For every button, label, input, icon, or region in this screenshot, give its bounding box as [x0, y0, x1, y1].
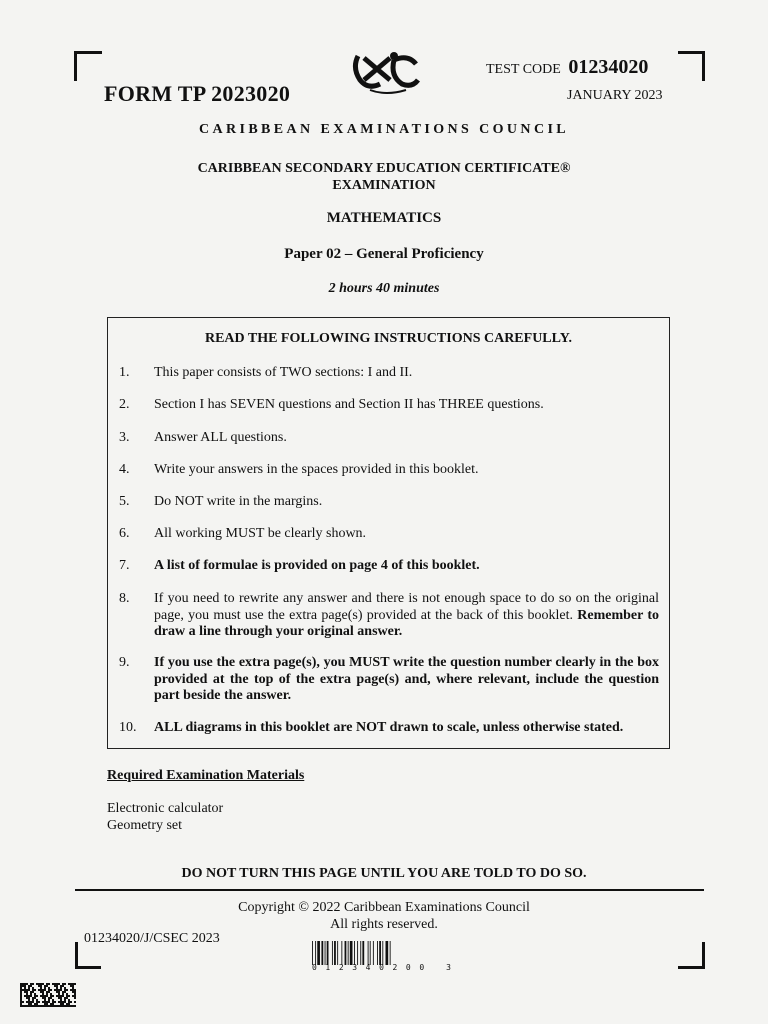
copyright-line-1: Copyright © 2022 Caribbean Examinations Council	[238, 900, 530, 915]
instruction-number: 1.	[119, 365, 130, 380]
crop-mark-bottom-right-v	[702, 942, 705, 968]
subject-title: MATHEMATICS	[326, 210, 442, 226]
instruction-text: If you use the extra page(s), you MUST write the question number clearly in the box provided at the top of the extra page(s) and, where relevant, include the question part beside the answer.	[154, 655, 659, 703]
barcode-icon	[312, 941, 467, 965]
crop-mark-bottom-right-h	[678, 966, 705, 969]
instruction-number: 10.	[119, 720, 137, 735]
warning-text: DO NOT TURN THIS PAGE UNTIL YOU ARE TOLD TO DO SO.	[181, 866, 587, 881]
cxc-logo-icon	[350, 50, 422, 94]
divider	[75, 889, 704, 891]
instruction-number: 6.	[119, 526, 130, 541]
instruction-number: 9.	[119, 655, 130, 670]
test-code	[486, 56, 648, 79]
copyright	[0, 899, 768, 933]
material-item: Geometry set	[107, 818, 183, 833]
instruction-text: This paper consists of TWO sections: I and II.	[154, 365, 413, 380]
instruction-text-group	[154, 591, 659, 641]
crop-mark-top-right-h	[678, 51, 705, 54]
material-item: Electronic calculator	[107, 801, 224, 816]
council-name: CARIBBEAN EXAMINATIONS COUNCIL	[198, 122, 570, 137]
crop-mark-top-right-v	[702, 51, 705, 81]
copyright-line-2: All rights reserved.	[330, 917, 438, 932]
certificate-line-1: CARIBBEAN SECONDARY EDUCATION CERTIFICATE®	[197, 161, 571, 176]
instruction-emphasis: Remember to draw a line through your original answer.	[154, 607, 659, 639]
test-code-label: TEST CODE	[486, 62, 561, 77]
duration: 2 hours 40 minutes	[328, 281, 440, 296]
instruction-text: Write your answers in the spaces provided in this booklet.	[154, 462, 479, 477]
instructions-heading: READ THE FOLLOWING INSTRUCTIONS CAREFULLY.	[204, 331, 573, 346]
instruction-text: Answer ALL questions.	[154, 430, 287, 445]
instruction-text: A list of formulae is provided on page 4 of this booklet.	[154, 558, 480, 573]
instruction-number: 4.	[119, 462, 130, 477]
paper-title: Paper 02 – General Proficiency	[284, 246, 484, 262]
instruction-number: 5.	[119, 494, 130, 509]
crop-mark-bottom-left-h	[75, 966, 101, 969]
instructions-box	[107, 317, 670, 749]
instruction-number: 3.	[119, 430, 130, 445]
materials-heading: Required Examination Materials	[107, 768, 305, 783]
datamatrix-icon	[20, 983, 76, 1007]
barcode-digits: 012340200 3	[312, 963, 460, 972]
instruction-text: Do NOT write in the margins.	[154, 494, 323, 509]
test-code-number: 01234020	[568, 56, 649, 78]
paper-code: 01234020/J/CSEC 2023	[84, 931, 220, 946]
instruction-text: If you need to rewrite any answer and there is not enough space to do so on the original page, you must use the extra page(s) provided at the back of this booklet.	[154, 591, 659, 623]
instruction-text: All working MUST be clearly shown.	[154, 526, 367, 541]
instruction-text: Section I has SEVEN questions and Section II has THREE questions.	[154, 397, 544, 412]
certificate-title	[0, 160, 768, 194]
form-number: FORM TP 2023020	[104, 81, 291, 106]
instruction-text: ALL diagrams in this booklet are NOT drawn to scale, unless otherwise stated.	[154, 720, 624, 735]
crop-mark-bottom-left-v	[75, 942, 78, 968]
crop-mark-top-left-v	[74, 51, 77, 81]
instruction-number: 2.	[119, 397, 130, 412]
instruction-number: 7.	[119, 558, 130, 573]
crop-mark-top-left-h	[74, 51, 102, 54]
exam-month: JANUARY 2023	[567, 88, 663, 103]
certificate-line-2: EXAMINATION	[332, 178, 436, 193]
instruction-number: 8.	[119, 591, 130, 606]
